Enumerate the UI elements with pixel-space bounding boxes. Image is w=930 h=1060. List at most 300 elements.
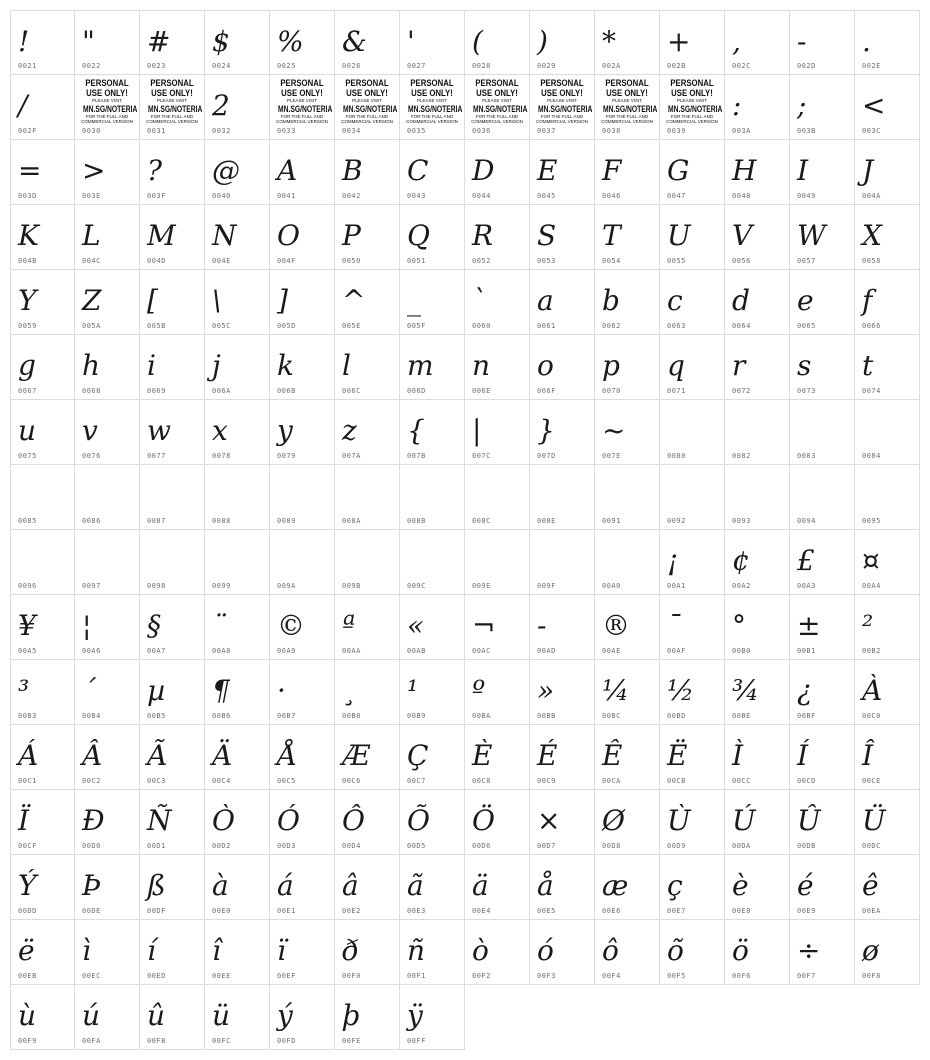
glyph-cell	[270, 270, 335, 335]
glyph-cell	[75, 270, 140, 335]
glyph-cell	[855, 530, 920, 595]
notice-line4: MN.SG/NOTERIA	[473, 103, 528, 114]
glyph-sample: J	[862, 154, 874, 187]
glyph-sample: *	[602, 25, 616, 58]
glyph-code-label: 0050	[342, 257, 361, 265]
glyph-code-label: 0027	[407, 62, 426, 70]
glyph-code-label: 00F2	[472, 972, 491, 980]
glyph-cell	[400, 335, 465, 400]
glyph-cell	[465, 205, 530, 270]
glyph-sample: O	[277, 219, 300, 252]
glyph-sample: B	[342, 154, 363, 187]
glyph-cell	[660, 335, 725, 400]
glyph-sample: ó	[537, 934, 554, 967]
glyph-cell	[465, 920, 530, 985]
glyph-sample: Þ	[82, 869, 101, 902]
glyph-code-label: 0046	[602, 192, 621, 200]
glyph-code-label: 0097	[82, 582, 101, 590]
glyph-code-label: 009E	[472, 582, 491, 590]
glyph-sample: o	[537, 349, 554, 382]
glyph-code-label: 005F	[407, 322, 426, 330]
glyph-cell	[10, 205, 75, 270]
glyph-code-label: 007D	[537, 452, 556, 460]
glyph-code-label: 0084	[862, 452, 881, 460]
glyph-sample: C	[407, 154, 429, 187]
glyph-code-label: 008C	[472, 517, 491, 525]
glyph-sample: ¨	[212, 609, 226, 642]
glyph-sample: V	[732, 219, 753, 252]
glyph-cell	[790, 660, 855, 725]
glyph-sample: =	[18, 154, 42, 187]
glyph-cell	[660, 855, 725, 920]
notice-line3: PLEASE VISIT	[416, 98, 447, 103]
personal-use-notice	[595, 79, 659, 125]
notice-line4: MN.SG/NOTERIA	[278, 103, 333, 114]
glyph-sample: %	[277, 25, 304, 58]
glyph-code-label: 0056	[732, 257, 751, 265]
glyph-code-label: 003E	[82, 192, 101, 200]
glyph-sample: É	[537, 739, 558, 772]
glyph-code-label: 00D3	[277, 842, 296, 850]
glyph-sample: Ä	[212, 739, 233, 772]
glyph-sample: b	[602, 284, 620, 317]
glyph-cell	[205, 140, 270, 205]
glyph-cell	[270, 335, 335, 400]
glyph-cell	[790, 530, 855, 595]
glyph-sample: ]	[277, 284, 288, 317]
glyph-code-label: 00E9	[797, 907, 816, 915]
glyph-cell	[10, 725, 75, 790]
glyph-code-label: 00B7	[277, 712, 296, 720]
glyph-code-label: 00FB	[147, 1037, 166, 1045]
glyph-code-label: 0057	[797, 257, 816, 265]
notice-line5: FOR THE FULL AND	[410, 113, 454, 119]
glyph-sample: ¾	[732, 674, 760, 707]
glyph-cell	[75, 75, 140, 140]
glyph-cell	[205, 725, 270, 790]
glyph-cell	[855, 920, 920, 985]
glyph-code-label: 00E0	[212, 907, 231, 915]
glyph-code-label: 00C9	[537, 777, 556, 785]
notice-line1: PERSONAL	[605, 78, 649, 89]
glyph-cell	[400, 725, 465, 790]
glyph-code-label: 008A	[342, 517, 361, 525]
glyph-sample: ~	[602, 414, 626, 447]
glyph-code-label: 00AE	[602, 647, 621, 655]
glyph-sample: Î	[862, 739, 874, 772]
glyph-code-label: 0058	[862, 257, 881, 265]
glyph-cell	[335, 985, 400, 1050]
glyph-cell	[725, 855, 790, 920]
notice-line4: MN.SG/NOTERIA	[603, 103, 658, 114]
glyph-cell	[140, 400, 205, 465]
glyph-code-label: 00EC	[82, 972, 101, 980]
glyph-cell	[790, 595, 855, 660]
glyph-cell	[140, 465, 205, 530]
glyph-code-label: 00D8	[602, 842, 621, 850]
glyph-cell	[335, 75, 400, 140]
glyph-code-label: 0043	[407, 192, 426, 200]
glyph-code-label: 0028	[472, 62, 491, 70]
glyph-cell	[75, 205, 140, 270]
glyph-code-label: 00A2	[732, 582, 751, 590]
glyph-sample: F	[602, 154, 622, 187]
notice-line6: COMMERCIAL VERSION	[601, 119, 653, 124]
glyph-sample: H	[732, 154, 757, 187]
glyph-cell	[725, 10, 790, 75]
glyph-code-label: 00B3	[18, 712, 37, 720]
glyph-cell	[725, 205, 790, 270]
glyph-code-label: 006F	[537, 387, 556, 395]
glyph-code-label: 00F3	[537, 972, 556, 980]
glyph-code-label: 0035	[407, 127, 426, 135]
glyph-code-label: 0036	[472, 127, 491, 135]
glyph-code-label: 008B	[407, 517, 426, 525]
glyph-sample: ¹	[407, 674, 419, 707]
glyph-cell	[725, 530, 790, 595]
glyph-code-label: 0075	[18, 452, 37, 460]
glyph-cell	[10, 660, 75, 725]
glyph-code-label: 00B8	[342, 712, 361, 720]
glyph-cell	[140, 140, 205, 205]
glyph-sample: ô	[602, 934, 619, 967]
glyph-code-label: 006B	[277, 387, 296, 395]
glyph-code-label: 0039	[667, 127, 686, 135]
glyph-sample: (	[472, 25, 483, 58]
glyph-code-label: 0045	[537, 192, 556, 200]
glyph-sample: !	[18, 25, 30, 58]
glyph-cell	[855, 725, 920, 790]
glyph-cell	[140, 855, 205, 920]
glyph-cell	[465, 140, 530, 205]
glyph-cell	[270, 725, 335, 790]
glyph-sample: ¡	[667, 544, 679, 577]
glyph-code-label: 0083	[797, 452, 816, 460]
glyph-cell	[790, 465, 855, 530]
glyph-code-label: 0076	[82, 452, 101, 460]
glyph-code-label: 00DA	[732, 842, 751, 850]
glyph-sample: ¢	[732, 544, 750, 577]
glyph-cell	[465, 855, 530, 920]
notice-line6: COMMERCIAL VERSION	[341, 119, 393, 124]
glyph-sample: U	[667, 219, 691, 252]
notice-line1: PERSONAL	[475, 78, 519, 89]
glyph-code-label: 00C6	[342, 777, 361, 785]
glyph-code-label: 0072	[732, 387, 751, 395]
glyph-code-label: 0025	[277, 62, 296, 70]
glyph-sample: Ù	[667, 804, 691, 837]
notice-line2: USE ONLY!	[151, 87, 193, 99]
glyph-sample: }	[537, 414, 555, 447]
glyph-code-label: 0051	[407, 257, 426, 265]
glyph-code-label: 00CA	[602, 777, 621, 785]
glyph-cell	[335, 335, 400, 400]
glyph-code-label: 00D0	[82, 842, 101, 850]
glyph-sample: e	[797, 284, 814, 317]
glyph-cell	[855, 465, 920, 530]
glyph-code-label: 00E5	[537, 907, 556, 915]
glyph-cell	[725, 75, 790, 140]
glyph-code-label: 0074	[862, 387, 881, 395]
glyph-sample: '	[407, 25, 415, 58]
glyph-code-label: 00EE	[212, 972, 231, 980]
glyph-cell	[725, 335, 790, 400]
glyph-code-label: 004C	[82, 257, 101, 265]
glyph-code-label: 003B	[797, 127, 816, 135]
glyph-sample: &	[342, 25, 367, 58]
glyph-cell	[855, 270, 920, 335]
notice-line5: FOR THE FULL AND	[670, 113, 714, 119]
glyph-sample: ö	[732, 934, 749, 967]
glyph-cell	[465, 790, 530, 855]
glyph-code-label: 0077	[147, 452, 166, 460]
glyph-code-label: 00C1	[18, 777, 37, 785]
notice-line2: USE ONLY!	[86, 87, 128, 99]
glyph-code-label: 006C	[342, 387, 361, 395]
glyph-code-label: 00F0	[342, 972, 361, 980]
glyph-cell	[270, 920, 335, 985]
glyph-cell	[335, 725, 400, 790]
glyph-sample: £	[797, 544, 815, 577]
glyph-code-label: 002B	[667, 62, 686, 70]
notice-line4: MN.SG/NOTERIA	[538, 103, 593, 114]
glyph-cell	[855, 335, 920, 400]
glyph-code-label: 00B2	[862, 647, 881, 655]
glyph-code-label: 00B4	[82, 712, 101, 720]
glyph-cell	[530, 920, 595, 985]
glyph-sample: Æ	[342, 739, 371, 772]
glyph-cell	[465, 10, 530, 75]
glyph-cell	[10, 855, 75, 920]
glyph-cell	[725, 790, 790, 855]
glyph-sample: I	[797, 154, 809, 187]
glyph-sample: È	[472, 739, 493, 772]
glyph-cell	[790, 725, 855, 790]
glyph-code-label: 00C8	[472, 777, 491, 785]
glyph-code-label: 00D5	[407, 842, 426, 850]
glyph-sample: â	[342, 869, 359, 902]
glyph-cell	[660, 270, 725, 335]
glyph-sample: ¼	[602, 674, 630, 707]
glyph-code-label: 0021	[18, 62, 37, 70]
glyph-cell	[140, 10, 205, 75]
glyph-code-label: 003F	[147, 192, 166, 200]
glyph-code-label: 0071	[667, 387, 686, 395]
glyph-cell	[400, 75, 465, 140]
glyph-code-label: 0059	[18, 322, 37, 330]
glyph-code-label: 00B9	[407, 712, 426, 720]
glyph-code-label: 00AC	[472, 647, 491, 655]
glyph-cell	[10, 985, 75, 1050]
glyph-sample: S	[537, 219, 557, 252]
glyph-code-label: 0089	[277, 517, 296, 525]
glyph-cell	[400, 660, 465, 725]
glyph-cell	[855, 75, 920, 140]
glyph-cell	[855, 140, 920, 205]
notice-line6: COMMERCIAL VERSION	[81, 119, 133, 124]
glyph-code-label: 00ED	[147, 972, 166, 980]
glyph-code-label: 009A	[277, 582, 296, 590]
glyph-cell	[75, 335, 140, 400]
glyph-code-label: 00FA	[82, 1037, 101, 1045]
glyph-cell	[140, 790, 205, 855]
glyph-sample: [	[147, 284, 158, 317]
glyph-cell	[140, 205, 205, 270]
glyph-code-label: 00F7	[797, 972, 816, 980]
glyph-cell	[465, 270, 530, 335]
glyph-sample: °	[732, 609, 746, 642]
notice-line2: USE ONLY!	[476, 87, 518, 99]
glyph-cell	[465, 595, 530, 660]
glyph-cell	[335, 205, 400, 270]
glyph-sample: Ü	[862, 804, 886, 837]
glyph-code-label: 00BC	[602, 712, 621, 720]
glyph-code-label: 0049	[797, 192, 816, 200]
glyph-cell	[660, 660, 725, 725]
glyph-sample: u	[18, 414, 37, 447]
notice-line2: USE ONLY!	[281, 87, 323, 99]
glyph-cell	[205, 530, 270, 595]
notice-line2: USE ONLY!	[606, 87, 648, 99]
glyph-sample: .	[862, 25, 871, 58]
glyph-sample: þ	[342, 999, 360, 1032]
glyph-sample: Ò	[212, 804, 235, 837]
glyph-cell	[335, 660, 400, 725]
glyph-sample: ®	[602, 609, 630, 642]
glyph-sample: Ý	[18, 869, 37, 902]
glyph-code-label: 00B6	[212, 712, 231, 720]
glyph-cell	[400, 855, 465, 920]
glyph-cell	[465, 335, 530, 400]
glyph-cell	[855, 595, 920, 660]
glyph-sample: ,	[732, 25, 741, 58]
glyph-cell	[205, 985, 270, 1050]
glyph-sample: R	[472, 219, 494, 252]
glyph-cell	[10, 530, 75, 595]
glyph-code-label: 0087	[147, 517, 166, 525]
glyph-cell	[140, 335, 205, 400]
glyph-code-label: 00BD	[667, 712, 686, 720]
glyph-code-label: 00D1	[147, 842, 166, 850]
glyph-cell	[725, 140, 790, 205]
glyph-cell	[595, 855, 660, 920]
glyph-sample: ã	[407, 869, 424, 902]
glyph-cell	[660, 920, 725, 985]
glyph-sample: ^	[342, 284, 366, 317]
glyph-code-label: 0080	[667, 452, 686, 460]
glyph-code-label: 00DF	[147, 907, 166, 915]
glyph-code-label: 00D4	[342, 842, 361, 850]
glyph-sample: Q	[407, 219, 430, 252]
glyph-code-label: 00A7	[147, 647, 166, 655]
glyph-cell	[140, 530, 205, 595]
glyph-sample: Ë	[667, 739, 688, 772]
glyph-cell	[270, 985, 335, 1050]
glyph-sample: /	[18, 89, 28, 122]
glyph-sample: ÷	[797, 934, 821, 967]
glyph-code-label: 00E3	[407, 907, 426, 915]
notice-line6: COMMERCIAL VERSION	[146, 119, 198, 124]
glyph-cell	[10, 75, 75, 140]
glyph-code-label: 0023	[147, 62, 166, 70]
glyph-cell	[270, 75, 335, 140]
glyph-code-label: 0038	[602, 127, 621, 135]
glyph-sample: "	[82, 25, 95, 58]
glyph-sample: »	[537, 674, 555, 707]
glyph-sample: <	[862, 89, 886, 122]
glyph-code-label: 0086	[82, 517, 101, 525]
glyph-code-label: 00C2	[82, 777, 101, 785]
glyph-cell	[205, 660, 270, 725]
glyph-cell	[595, 465, 660, 530]
glyph-code-label: 0022	[82, 62, 101, 70]
glyph-sample: Ø	[602, 804, 625, 837]
glyph-sample: -	[797, 25, 807, 58]
glyph-sample: ò	[472, 934, 489, 967]
glyph-cell	[270, 595, 335, 660]
glyph-code-label: 003A	[732, 127, 751, 135]
glyph-code-label: 00CC	[732, 777, 751, 785]
glyph-cell	[400, 10, 465, 75]
glyph-code-label: 006D	[407, 387, 426, 395]
glyph-code-label: 0063	[667, 322, 686, 330]
notice-line1: PERSONAL	[345, 78, 389, 89]
glyph-cell	[595, 335, 660, 400]
glyph-cell	[595, 725, 660, 790]
glyph-sample: ¤	[862, 544, 880, 577]
glyph-cell	[335, 530, 400, 595]
personal-use-notice	[270, 79, 334, 125]
glyph-sample: Ê	[602, 739, 623, 772]
notice-line6: COMMERCIAL VERSION	[471, 119, 523, 124]
glyph-cell	[335, 855, 400, 920]
glyph-code-label: 0031	[147, 127, 166, 135]
personal-use-notice	[75, 79, 139, 125]
glyph-sample: `	[472, 284, 486, 317]
glyph-cell	[595, 530, 660, 595]
glyph-cell	[530, 400, 595, 465]
glyph-cell	[465, 530, 530, 595]
glyph-cell	[790, 140, 855, 205]
glyph-cell	[725, 465, 790, 530]
glyph-cell	[75, 855, 140, 920]
glyph-sample: ;	[797, 89, 807, 122]
glyph-cell	[335, 270, 400, 335]
glyph-code-label: 0085	[18, 517, 37, 525]
glyph-sample: õ	[667, 934, 684, 967]
glyph-sample: \	[212, 284, 222, 317]
glyph-cell	[140, 660, 205, 725]
notice-line2: USE ONLY!	[671, 87, 713, 99]
glyph-sample: p	[602, 349, 620, 382]
glyph-cell	[530, 530, 595, 595]
glyph-cell	[75, 530, 140, 595]
glyph-code-label: 003D	[18, 192, 37, 200]
glyph-code-label: 0041	[277, 192, 296, 200]
glyph-code-label: 00CE	[862, 777, 881, 785]
glyph-cell	[205, 335, 270, 400]
glyph-sample: å	[537, 869, 554, 902]
glyph-sample: A	[277, 154, 298, 187]
glyph-sample: q	[667, 349, 685, 382]
glyph-cell	[270, 400, 335, 465]
glyph-cell	[205, 855, 270, 920]
glyph-code-label: 0053	[537, 257, 556, 265]
glyph-code-label: 0099	[212, 582, 231, 590]
glyph-cell	[725, 660, 790, 725]
glyph-sample: ø	[862, 934, 879, 967]
glyph-sample: @	[212, 154, 240, 187]
